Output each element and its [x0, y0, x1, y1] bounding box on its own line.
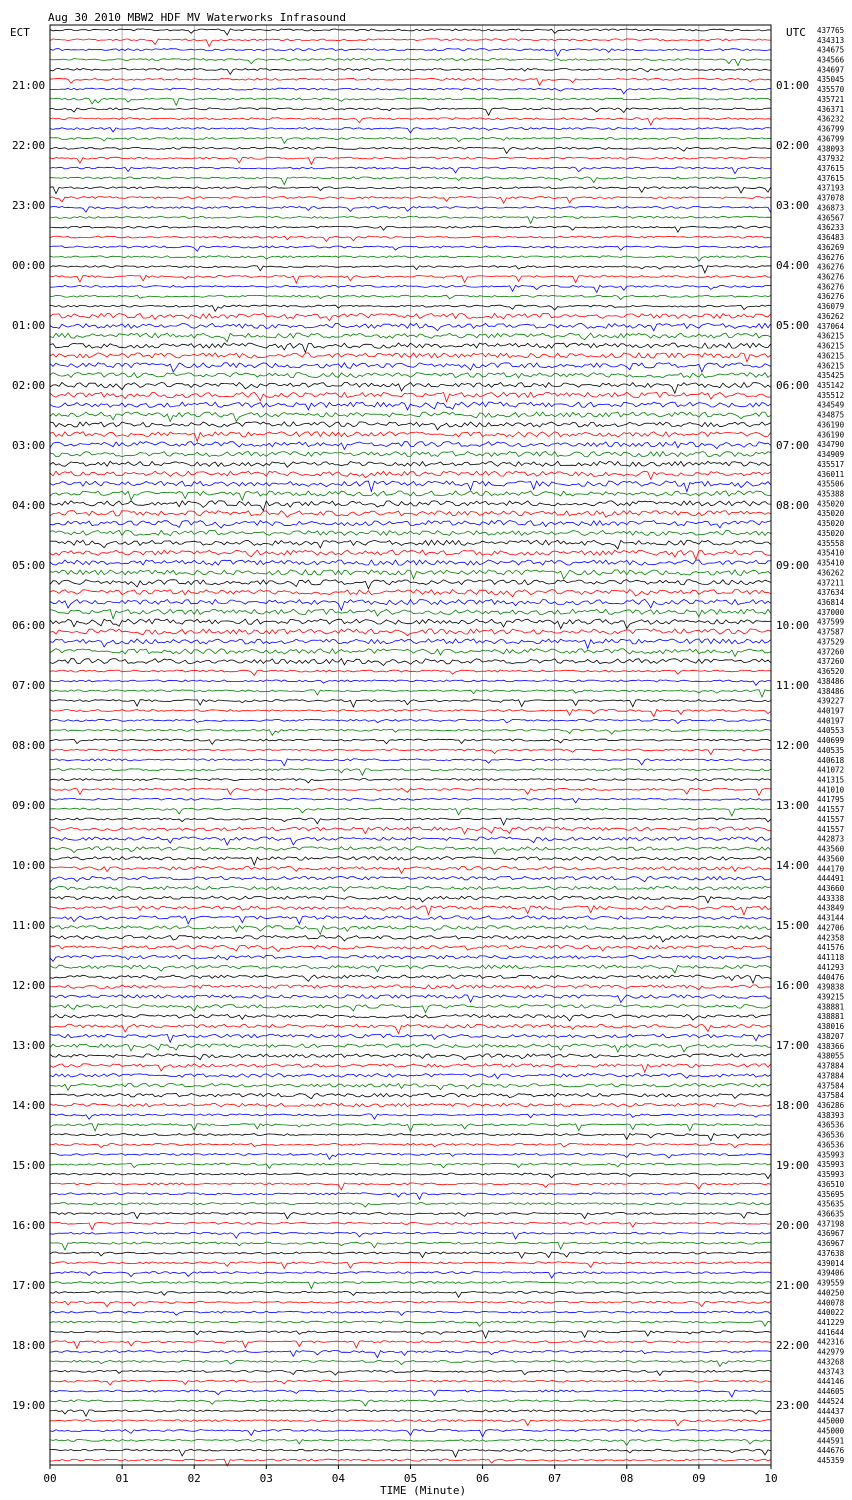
row-value-label: 434566 [817, 55, 845, 65]
left-time-label: 08:00 [12, 739, 46, 752]
right-time-label: 23:00 [776, 1399, 810, 1412]
row-value-label: 440618 [817, 755, 845, 765]
row-value-label: 437634 [817, 588, 845, 598]
right-time-label: 21:00 [776, 1279, 810, 1292]
row-value-label: 439838 [817, 982, 845, 992]
left-time-label: 23:00 [12, 199, 46, 212]
row-value-label: 435993 [817, 1170, 845, 1180]
row-value-label: 444437 [817, 1406, 845, 1416]
row-value-label: 435558 [817, 538, 845, 548]
row-value-label: 435410 [817, 558, 845, 568]
x-tick-label: 05 [403, 1472, 418, 1485]
x-tick-label: 08 [620, 1472, 634, 1485]
row-value-label: 443338 [817, 893, 845, 903]
right-time-label: 13:00 [776, 799, 810, 812]
row-value-label: 438366 [817, 1041, 845, 1051]
row-value-label: 437599 [817, 617, 845, 627]
left-time-label: 11:00 [12, 919, 46, 932]
row-value-label: 434313 [817, 35, 845, 45]
row-value-label: 444491 [817, 874, 845, 884]
row-value-label: 437884 [817, 1071, 845, 1081]
left-time-label: 15:00 [12, 1159, 46, 1172]
row-value-label: 436799 [817, 124, 845, 134]
row-value-label: 434909 [817, 450, 845, 460]
row-value-label: 437260 [817, 647, 845, 657]
row-value-label: 436269 [817, 242, 845, 252]
row-value-label: 443560 [817, 844, 845, 854]
right-time-label: 17:00 [776, 1039, 810, 1052]
right-time-label: 08:00 [776, 499, 810, 512]
left-time-label: 03:00 [12, 439, 46, 452]
x-tick-label: 01 [115, 1472, 129, 1485]
left-time-label: 06:00 [12, 619, 46, 632]
row-value-label: 435721 [817, 94, 845, 104]
right-time-label: 19:00 [776, 1159, 810, 1172]
row-value-label: 443743 [817, 1367, 845, 1377]
row-value-label: 437587 [817, 627, 845, 637]
row-value-label: 440535 [817, 745, 845, 755]
row-value-label: 434549 [817, 400, 845, 410]
left-time-label: 04:00 [12, 499, 46, 512]
right-time-label: 18:00 [776, 1099, 810, 1112]
left-axis-label: ECT [10, 26, 30, 39]
x-tick-label: 00 [43, 1472, 57, 1485]
row-value-label: 441644 [817, 1327, 845, 1337]
row-value-label: 436011 [817, 469, 845, 479]
row-value-label: 440197 [817, 716, 845, 726]
right-time-label: 14:00 [776, 859, 810, 872]
row-value-label: 434675 [817, 45, 845, 55]
row-value-label: 437198 [817, 1219, 845, 1229]
row-value-label: 437884 [817, 1061, 845, 1071]
row-value-label: 435410 [817, 548, 845, 558]
row-value-label: 437064 [817, 321, 845, 331]
row-value-label: 436536 [817, 1140, 845, 1150]
row-value-label: 436567 [817, 213, 845, 223]
row-value-label: 436079 [817, 302, 845, 312]
row-value-label: 438881 [817, 1002, 845, 1012]
row-value-label: 439215 [817, 992, 845, 1002]
row-value-label: 436276 [817, 272, 845, 282]
row-value-label: 437932 [817, 154, 845, 164]
grid-lines [122, 25, 699, 1465]
row-value-label: 441118 [817, 953, 845, 963]
x-tick-labels [43, 1465, 777, 1485]
row-value-label: 434875 [817, 410, 845, 420]
row-value-label: 440197 [817, 706, 845, 716]
row-value-label: 436873 [817, 203, 845, 213]
row-value-label: 445359 [817, 1456, 845, 1466]
row-value-label: 437638 [817, 1248, 845, 1258]
left-time-label: 22:00 [12, 139, 46, 152]
row-value-label: 440476 [817, 972, 845, 982]
x-tick-label: 09 [692, 1472, 706, 1485]
right-time-label: 04:00 [776, 259, 810, 272]
row-value-label: 434790 [817, 440, 845, 450]
row-value-label: 436215 [817, 341, 845, 351]
right-time-label: 11:00 [776, 679, 810, 692]
row-value-label: 437260 [817, 657, 845, 667]
x-axis-label: TIME (Minute) [380, 1484, 467, 1497]
row-value-label: 437529 [817, 637, 845, 647]
left-time-label: 19:00 [12, 1399, 46, 1412]
row-value-label: 436799 [817, 134, 845, 144]
row-value-label: 441795 [817, 795, 845, 805]
row-value-label: 436286 [817, 1101, 845, 1110]
row-value-label: 435020 [817, 499, 845, 509]
row-value-label: 438486 [817, 686, 845, 696]
row-value-label: 441557 [817, 805, 845, 815]
row-value-label: 436190 [817, 420, 845, 430]
left-time-label: 07:00 [12, 679, 46, 692]
row-value-label: 441229 [817, 1317, 845, 1327]
row-value-label: 442316 [817, 1337, 845, 1347]
left-time-label: 01:00 [12, 319, 46, 332]
right-time-label: 01:00 [776, 79, 810, 92]
row-value-label: 437584 [817, 1091, 845, 1101]
row-value-label: 436215 [817, 351, 845, 361]
row-value-label: 444146 [817, 1377, 845, 1387]
right-time-label: 02:00 [776, 139, 810, 152]
row-value-label: 436967 [817, 1239, 845, 1249]
row-value-label: 436483 [817, 233, 845, 243]
row-value-label: 439014 [817, 1258, 845, 1268]
row-value-label: 436814 [817, 597, 845, 607]
row-value-label: 437193 [817, 183, 845, 193]
row-value-label: 443660 [817, 884, 845, 894]
row-value-label: 435388 [817, 489, 845, 499]
right-time-label: 07:00 [776, 439, 810, 452]
row-value-label: 436276 [817, 252, 845, 262]
right-time-label: 15:00 [776, 919, 810, 932]
row-value-label: 435142 [817, 381, 845, 390]
left-time-label: 21:00 [12, 79, 46, 92]
row-value-label: 437584 [817, 1081, 845, 1091]
row-value-label: 441315 [817, 775, 845, 785]
row-value-label: 438016 [817, 1022, 845, 1032]
row-value-label: 436536 [817, 1130, 845, 1140]
row-value-label: 436262 [817, 568, 845, 578]
row-value-label: 439227 [817, 696, 845, 706]
row-value-label: 436510 [817, 1179, 845, 1189]
row-value-labels [817, 26, 845, 1465]
row-value-label: 442706 [817, 923, 845, 933]
x-tick-label: 03 [259, 1472, 273, 1485]
row-value-label: 444676 [817, 1446, 845, 1456]
left-time-label: 00:00 [12, 259, 46, 272]
row-value-label: 436190 [817, 430, 845, 440]
left-time-label: 02:00 [12, 379, 46, 392]
row-value-label: 438093 [817, 144, 845, 154]
row-value-label: 445000 [817, 1426, 845, 1436]
right-time-label: 20:00 [776, 1219, 810, 1232]
row-value-label: 437615 [817, 164, 845, 174]
row-value-label: 436536 [817, 1120, 845, 1130]
row-value-label: 436232 [817, 114, 845, 124]
row-value-label: 436371 [817, 104, 845, 114]
row-value-label: 444524 [817, 1396, 845, 1406]
left-time-labels [12, 79, 45, 1412]
row-value-label: 436276 [817, 292, 845, 302]
row-value-label: 443849 [817, 903, 845, 913]
row-value-label: 435020 [817, 528, 845, 538]
row-value-label: 437615 [817, 173, 845, 183]
row-value-label: 435517 [817, 459, 845, 469]
row-value-label: 442979 [817, 1347, 845, 1357]
row-value-label: 436520 [817, 667, 845, 677]
row-value-label: 441010 [817, 785, 845, 795]
row-value-label: 436276 [817, 262, 845, 272]
row-value-label: 438393 [817, 1110, 845, 1120]
row-value-label: 444591 [817, 1436, 845, 1446]
row-value-label: 440250 [817, 1288, 845, 1298]
row-value-label: 439559 [817, 1278, 845, 1288]
row-value-label: 440022 [817, 1308, 845, 1318]
left-time-label: 12:00 [12, 979, 46, 992]
row-value-label: 435425 [817, 371, 845, 381]
x-tick-label: 10 [764, 1472, 778, 1485]
row-value-label: 437078 [817, 193, 845, 203]
row-value-label: 440078 [817, 1298, 845, 1308]
row-value-label: 438055 [817, 1051, 845, 1061]
row-value-label: 437000 [817, 607, 845, 617]
row-value-label: 435570 [817, 85, 845, 95]
left-time-label: 18:00 [12, 1339, 46, 1352]
row-value-label: 437765 [817, 25, 845, 35]
row-value-label: 439406 [817, 1268, 845, 1278]
row-value-label: 436262 [817, 311, 845, 321]
row-value-label: 436215 [817, 331, 845, 341]
row-value-label: 436276 [817, 282, 845, 292]
right-axis-label: UTC [786, 26, 806, 39]
row-value-label: 441072 [817, 765, 845, 775]
row-value-label: 436967 [817, 1229, 845, 1239]
left-time-label: 17:00 [12, 1279, 46, 1292]
row-value-label: 434697 [817, 65, 845, 75]
row-value-label: 444170 [817, 864, 845, 874]
row-value-label: 444605 [817, 1387, 845, 1397]
right-time-label: 05:00 [776, 319, 810, 332]
right-time-label: 16:00 [776, 979, 810, 992]
row-value-label: 440699 [817, 736, 845, 746]
row-value-label: 435020 [817, 509, 845, 519]
row-value-label: 435993 [817, 1160, 845, 1170]
row-value-label: 437211 [817, 578, 845, 588]
row-value-label: 436635 [817, 1209, 845, 1219]
row-value-label: 445000 [817, 1416, 845, 1426]
right-time-label: 06:00 [776, 379, 810, 392]
row-value-label: 436215 [817, 361, 845, 371]
x-tick-label: 07 [548, 1472, 562, 1485]
x-tick-label: 06 [475, 1472, 490, 1485]
row-value-label: 438207 [817, 1031, 845, 1041]
right-time-label: 10:00 [776, 619, 810, 632]
row-value-label: 443560 [817, 854, 845, 864]
row-value-label: 440553 [817, 726, 845, 736]
right-time-label: 22:00 [776, 1339, 810, 1352]
row-value-label: 435512 [817, 390, 845, 400]
chart-title: Aug 30 2010 MBW2 HDF MV Waterworks Infrasound [48, 11, 347, 24]
row-value-label: 435045 [817, 75, 845, 85]
row-value-label: 441576 [817, 943, 845, 953]
row-value-label: 441293 [817, 962, 845, 972]
x-tick-label: 04 [331, 1472, 346, 1485]
right-time-label: 03:00 [776, 199, 810, 212]
row-value-label: 442873 [817, 834, 845, 844]
x-tick-label: 02 [187, 1472, 201, 1485]
row-value-label: 435635 [817, 1199, 845, 1209]
row-value-label: 436233 [817, 223, 845, 233]
right-time-labels [776, 79, 809, 1412]
row-value-label: 441557 [817, 824, 845, 834]
row-value-label: 438881 [817, 1012, 845, 1022]
row-value-label: 435506 [817, 479, 845, 489]
left-time-label: 05:00 [12, 559, 46, 572]
row-value-label: 435020 [817, 519, 845, 529]
right-time-label: 09:00 [776, 559, 810, 572]
left-time-label: 10:00 [12, 859, 46, 872]
row-value-label: 443144 [817, 913, 845, 923]
right-time-label: 12:00 [776, 739, 810, 752]
row-value-label: 435993 [817, 1150, 845, 1160]
row-value-label: 443268 [817, 1357, 845, 1367]
left-time-label: 13:00 [12, 1039, 46, 1052]
row-value-label: 442358 [817, 933, 845, 943]
row-value-label: 435695 [817, 1189, 845, 1199]
row-value-label: 441557 [817, 814, 845, 824]
left-time-label: 14:00 [12, 1099, 46, 1112]
left-time-label: 09:00 [12, 799, 46, 812]
row-value-label: 438486 [817, 676, 845, 686]
left-time-label: 16:00 [12, 1219, 46, 1232]
